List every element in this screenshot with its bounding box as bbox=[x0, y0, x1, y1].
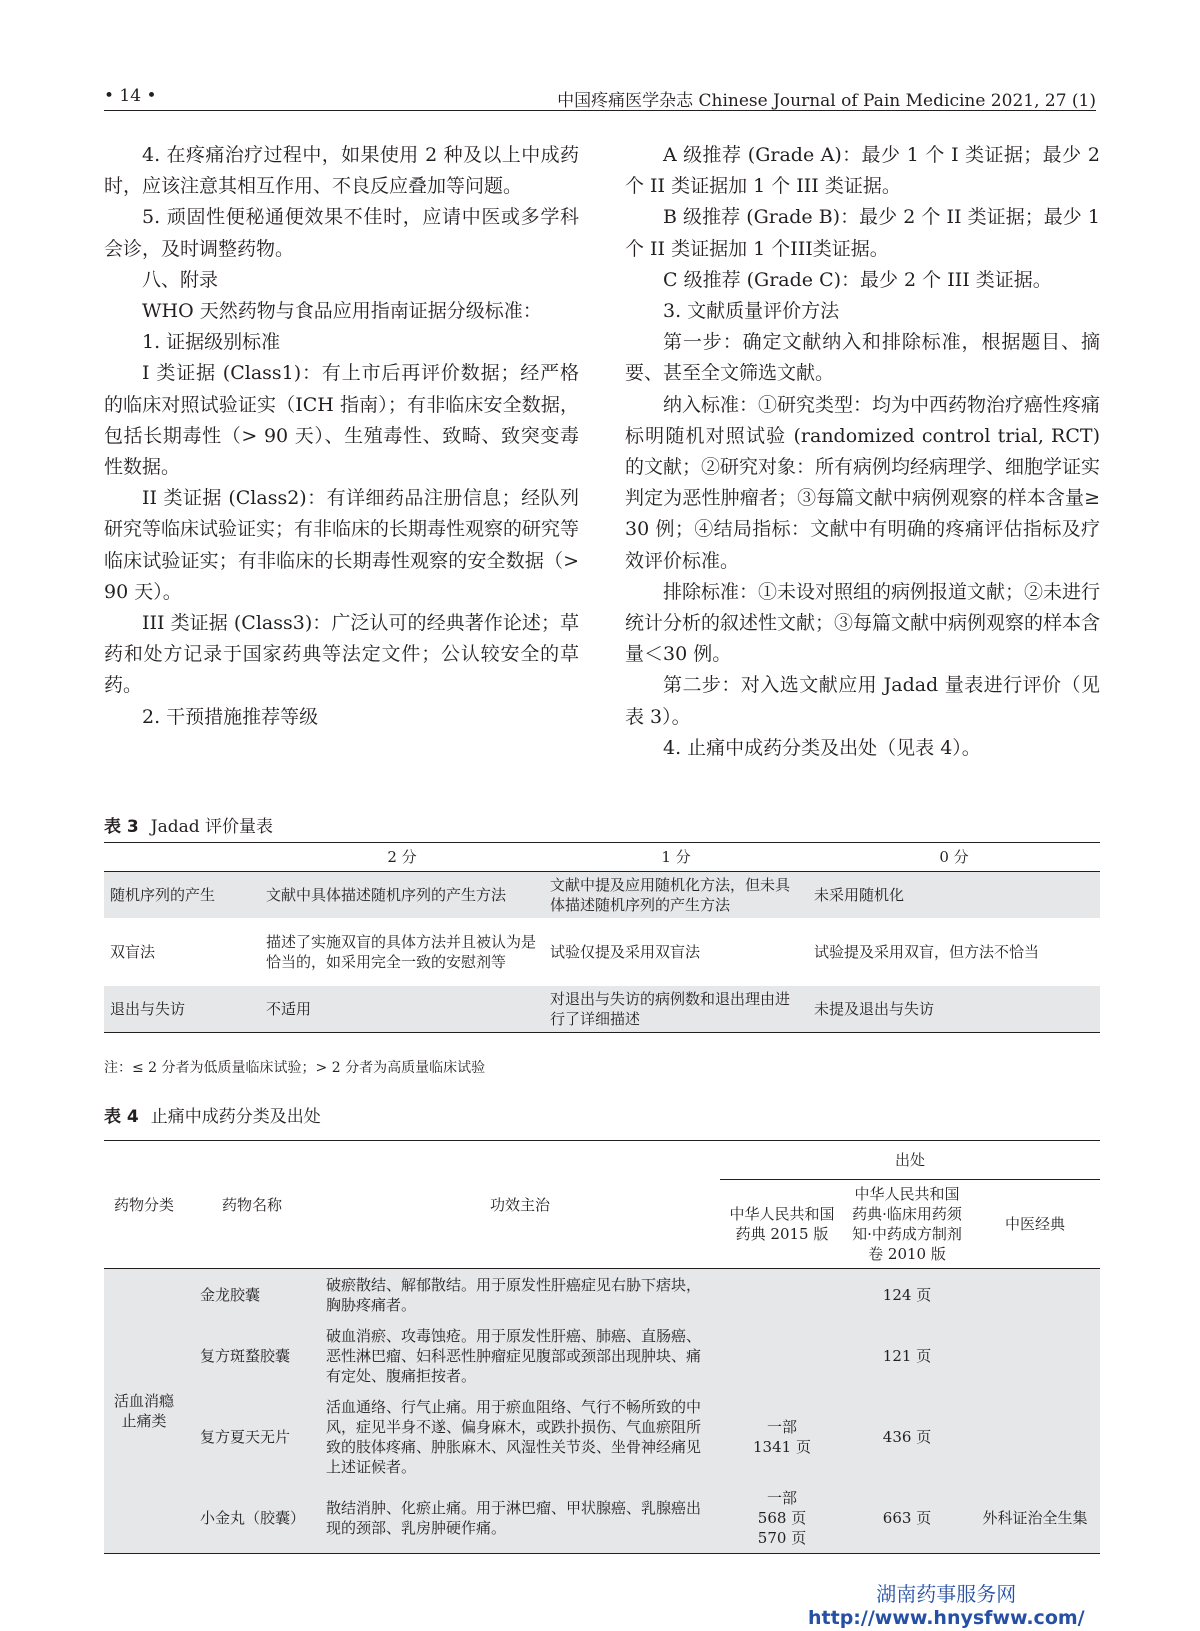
table-cell: 外科证治全生集 bbox=[970, 1483, 1100, 1554]
subsection-heading: 1. 证据级别标准 bbox=[142, 331, 281, 354]
table-cell: 复方斑蝥胶囊 bbox=[184, 1321, 320, 1391]
left-column bbox=[104, 140, 579, 733]
journal-name: 中国疼痛医学杂志 Chinese Journal of Pain Medicine 2021, 27 (1) bbox=[557, 91, 1096, 111]
table-cell: 663 页 bbox=[844, 1483, 970, 1554]
paragraph: 4. 在疼痛治疗过程中，如果使用 2 种及以上中成药时，应该注意其相互作用、不良反应叠加等问题。 bbox=[104, 144, 579, 198]
table-header-cell: 1 分 bbox=[544, 843, 808, 872]
paragraph: I 类证据 (Class1)：有上市后再评价数据；经严格的临床对照试验证实（ICH 指南）；有非临床安全数据，包括长期毒性（> 90 天）、生殖毒性、致畸、致突变毒性数据。 bbox=[104, 362, 579, 479]
watermark-site-name: 湖南药事服务网 bbox=[876, 1582, 1017, 1606]
paragraph: II 类证据 (Class2)：有详细药品注册信息；经队列研究等临床试验证实；有非临床的长期毒性观察的研究等临床试验证实；有非临床的长期毒性观察的安全数据（> 90 天）。 bbox=[104, 487, 580, 603]
table-cell: 不适用 bbox=[260, 986, 544, 1033]
medicine-table bbox=[104, 1140, 1100, 1554]
subsection-heading: 2. 干预措施推荐等级 bbox=[142, 705, 319, 728]
table-cell: 文献中具体描述随机序列的产生方法 bbox=[260, 872, 544, 919]
table-row bbox=[104, 1269, 1100, 1322]
paragraph: A 级推荐 (Grade A)：最少 1 个 I 类证据；最少 2 个 II 类证据加 1 个 III 类证据。 bbox=[625, 144, 1100, 198]
table-cell: 破血消瘀、攻毒蚀疮。用于原发性肝癌、肺癌、直肠癌、恶性淋巴瘤、妇科恶性肿瘤症见腹部或颈部出现肿块、痛有定处、腹痛拒按者。 bbox=[320, 1321, 720, 1391]
page-number: • 14 • bbox=[104, 86, 157, 106]
table-cell: 436 页 bbox=[844, 1391, 970, 1483]
paragraph: 5. 顽固性便秘通便效果不佳时，应请中医或多学科会诊，及时调整药物。 bbox=[104, 206, 579, 260]
table-header-cell: 药物名称 bbox=[184, 1141, 320, 1269]
table4-label: 表 4 bbox=[104, 1107, 139, 1127]
table-cell: 散结消肿、化瘀止痛。用于淋巴瘤、甲状腺癌、乳腺癌出现的颈部、乳房肿硬作痛。 bbox=[320, 1483, 720, 1554]
table-header-row bbox=[104, 1141, 1100, 1180]
table-cell: 试验仅提及采用双盲法 bbox=[550, 943, 701, 961]
paragraph: 第二步：对入选文献应用 Jadad 量表进行评价（见表 3）。 bbox=[625, 674, 1100, 728]
table-row bbox=[104, 918, 1100, 986]
table4-title: 止痛中成药分类及出处 bbox=[150, 1107, 321, 1127]
table-cell: 一部 568 页 570 页 bbox=[720, 1483, 844, 1554]
table-cell: 活血通络、行气止痛。用于瘀血阻络、气行不畅所致的中风，症见半身不遂、偏身麻木，或跌扑损伤、气血瘀阻所致的肢体疼痛、肿胀麻木、风湿性关节炎、坐骨神经痛见上述证候者。 bbox=[320, 1391, 720, 1483]
table-header-cell bbox=[104, 843, 260, 872]
table-cell: 121 页 bbox=[844, 1321, 970, 1391]
table-header-row bbox=[104, 843, 1100, 872]
table-cell: 破瘀散结、解郁散结。用于原发性肝癌症见右胁下痞块，胸胁疼痛者。 bbox=[320, 1269, 720, 1322]
table-row bbox=[104, 1483, 1100, 1554]
table-header-cell: 中华人民共和国药典·临床用药须知·中药成方制剂卷 2010 版 bbox=[844, 1180, 970, 1269]
table-cell: 描述了实施双盲的具体方法并且被认为是恰当的，如采用完全一致的安慰剂等 bbox=[266, 933, 537, 971]
subsection-heading: 4. 止痛中成药分类及出处（见表 4）。 bbox=[663, 736, 981, 759]
watermark bbox=[808, 1578, 1085, 1629]
section-heading: 八、附录 bbox=[142, 268, 219, 291]
table-row bbox=[104, 986, 1100, 1033]
table-row bbox=[104, 1391, 1100, 1483]
table-cell bbox=[720, 1321, 844, 1391]
paragraph: B 级推荐 (Grade B)：最少 2 个 II 类证据；最少 1 个 II 类证据加 1 个III类证据。 bbox=[625, 206, 1100, 260]
table-cell bbox=[970, 1269, 1100, 1322]
watermark-url[interactable]: http://www.hnysfww.com/ bbox=[808, 1607, 1085, 1629]
table-header-cell: 功效主治 bbox=[320, 1141, 720, 1269]
table-cell: 未提及退出与失访 bbox=[808, 986, 1100, 1033]
table-cell: 未采用随机化 bbox=[808, 872, 1100, 919]
table-header-cell: 出处 bbox=[720, 1141, 1100, 1180]
table-cell: 金龙胶囊 bbox=[184, 1269, 320, 1322]
subsection-heading: 3. 文献质量评价方法 bbox=[663, 300, 840, 323]
category-cell: 活血消瘾止痛类 bbox=[104, 1269, 184, 1554]
paragraph: 纳入标准：①研究类型：均为中西药物治疗癌性疼痛标明随机对照试验 (randomized control trial, RCT) 的文献；②研究对象：所有病例均经病理学、细胞学证实判定为恶性肿瘤者；③每篇文献中病例观察的样本含量≥ 30 例；④结局指标：文献中有明确的疼痛评估指标及疗效评价标准。 bbox=[625, 393, 1101, 572]
table-cell: 对退出与失访的病例数和退出理由进行了详细描述 bbox=[544, 986, 808, 1033]
table-cell bbox=[970, 1321, 1100, 1391]
table-cell bbox=[720, 1269, 844, 1322]
table-cell: 随机序列的产生 bbox=[104, 872, 260, 919]
table3-note: 注：≤ 2 分者为低质量临床试验；> 2 分者为高质量临床试验 bbox=[104, 1060, 486, 1076]
table-cell: 退出与失访 bbox=[104, 986, 260, 1033]
paragraph: WHO 天然药物与食品应用指南证据分级标准： bbox=[142, 300, 542, 323]
table-cell: 124 页 bbox=[844, 1269, 970, 1322]
table-header-cell: 2 分 bbox=[260, 843, 544, 872]
table-header-cell: 0 分 bbox=[808, 843, 1100, 872]
table-row bbox=[104, 1321, 1100, 1391]
table-header-cell: 中医经典 bbox=[970, 1180, 1100, 1269]
table-cell: 文献中提及应用随机化方法，但未具体描述随机序列的产生方法 bbox=[544, 872, 808, 919]
table3-caption bbox=[104, 812, 273, 837]
table-row bbox=[104, 872, 1100, 919]
table-header-cell: 中华人民共和国药典 2015 版 bbox=[720, 1180, 844, 1269]
paragraph: 排除标准：①未设对照组的病例报道文献；②未进行统计分析的叙述性文献；③每篇文献中病例观察的样本含量＜30 例。 bbox=[625, 580, 1101, 666]
table3-label: 表 3 bbox=[104, 817, 139, 837]
paragraph: 第一步：确定文献纳入和排除标准，根据题目、摘要、甚至全文筛选文献。 bbox=[625, 331, 1100, 385]
table-header-cell: 药物分类 bbox=[104, 1141, 184, 1269]
table-cell: 一部 1341 页 bbox=[720, 1391, 844, 1483]
right-column bbox=[625, 140, 1100, 764]
table-cell: 双盲法 bbox=[110, 943, 156, 961]
paragraph: III 类证据 (Class3)：广泛认可的经典著作论述；草药和处方记录于国家药典等法定文件；公认较安全的草药。 bbox=[104, 612, 579, 697]
table4-caption bbox=[104, 1102, 321, 1127]
table-cell: 试验提及采用双盲，但方法不恰当 bbox=[814, 943, 1040, 961]
table-cell: 复方夏天无片 bbox=[184, 1391, 320, 1483]
paragraph: C 级推荐 (Grade C)：最少 2 个 III 类证据。 bbox=[663, 268, 1052, 291]
table-cell: 小金丸（胶囊） bbox=[184, 1483, 320, 1554]
table-cell bbox=[970, 1391, 1100, 1483]
table3-title: Jadad 评价量表 bbox=[150, 817, 274, 837]
running-header bbox=[104, 86, 1096, 111]
jadad-table bbox=[104, 842, 1100, 1033]
